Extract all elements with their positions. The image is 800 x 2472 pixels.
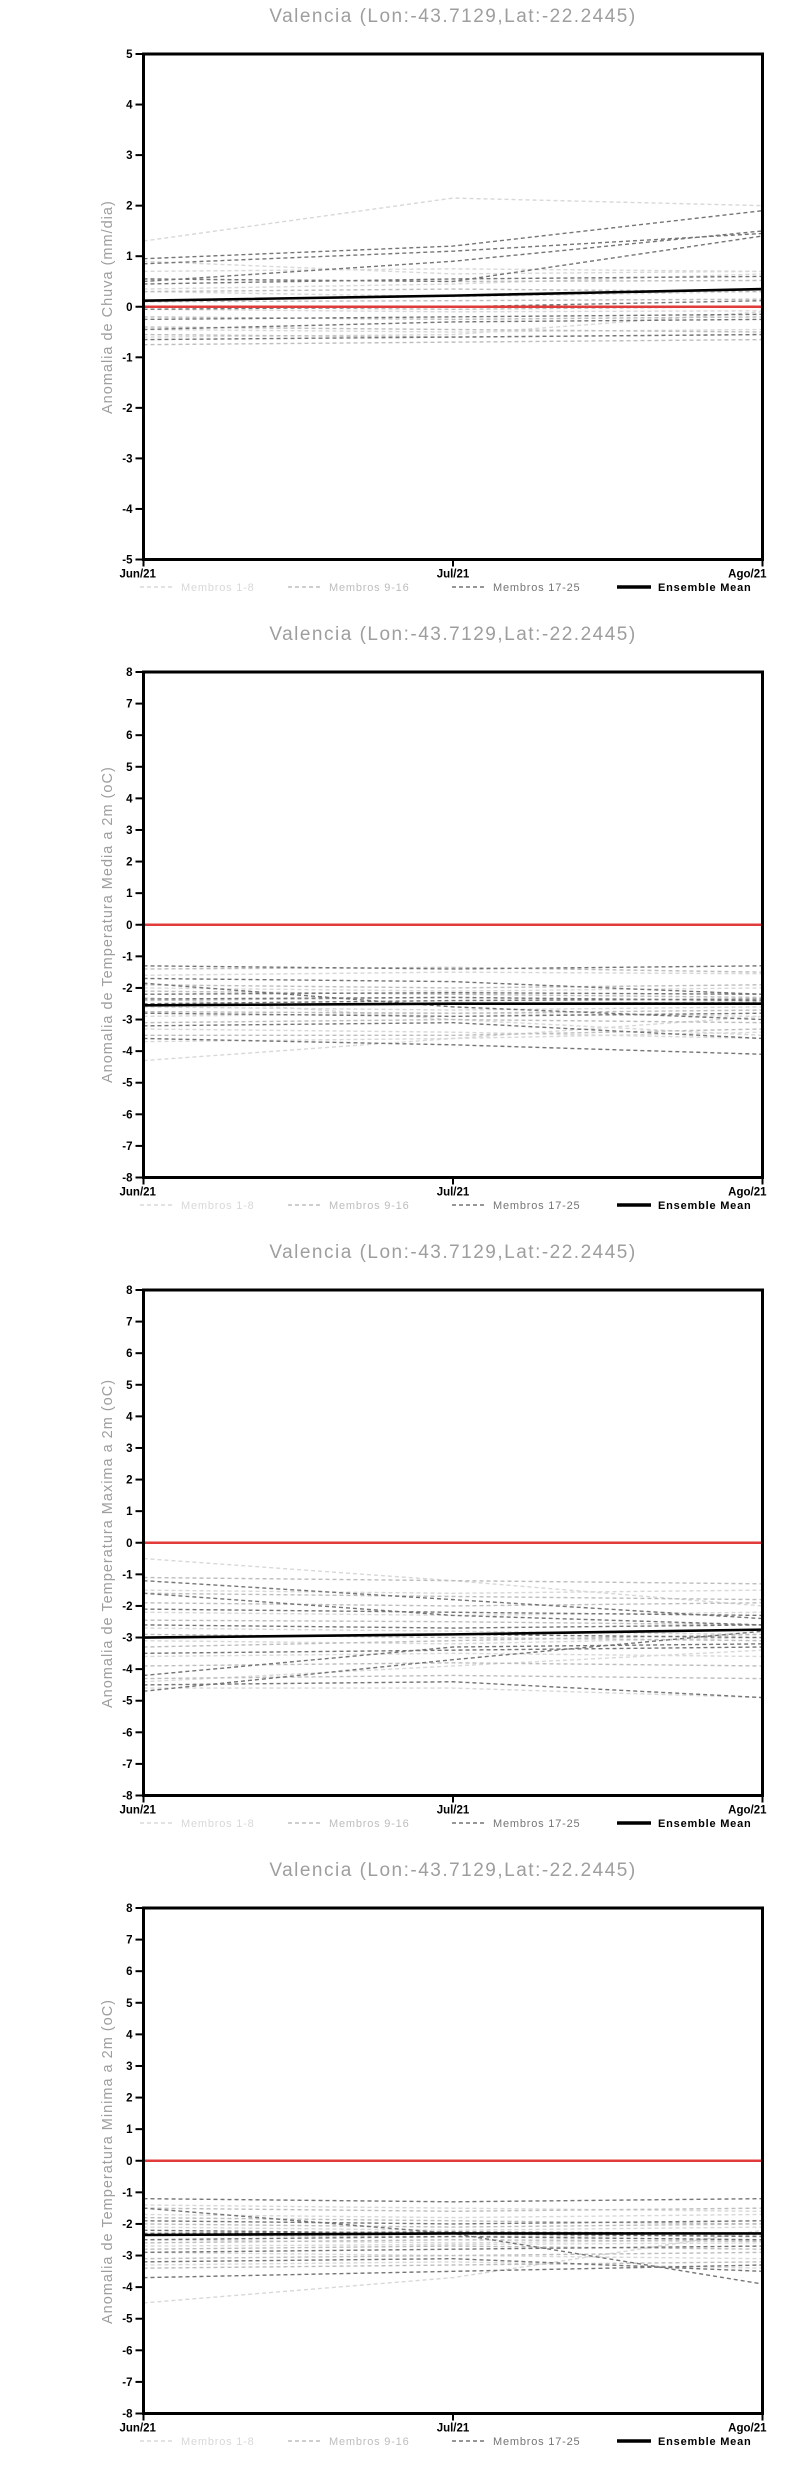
y-tick-label: -8 bbox=[122, 1790, 133, 1803]
x-tick-label: Jun/21 bbox=[119, 568, 156, 581]
y-tick-label: 5 bbox=[126, 49, 133, 61]
legend-label: Membros 9-16 bbox=[329, 582, 410, 594]
chart-block-precipitation bbox=[0, 0, 800, 618]
y-tick-label: -3 bbox=[122, 2250, 133, 2263]
member-line bbox=[144, 1038, 763, 1054]
legend-label: Ensemble Mean bbox=[658, 2436, 752, 2448]
y-tick-label: -4 bbox=[122, 503, 133, 516]
member-line bbox=[144, 2205, 763, 2211]
y-tick-label: 5 bbox=[126, 1997, 133, 2010]
member-line bbox=[144, 967, 763, 972]
y-tick-label: 3 bbox=[126, 2060, 133, 2073]
legend-label: Membros 9-16 bbox=[329, 1818, 410, 1830]
chart-title: Valencia (Lon:-43.7129,Lat:-22.2445) bbox=[269, 1242, 637, 1263]
y-tick-label: -8 bbox=[122, 1172, 133, 1185]
chart-title: Valencia (Lon:-43.7129,Lat:-22.2445) bbox=[269, 1860, 637, 1881]
legend-label: Membros 9-16 bbox=[329, 1200, 410, 1212]
member-line bbox=[144, 261, 763, 274]
y-tick-label: -4 bbox=[122, 2282, 133, 2295]
y-tick-label: -1 bbox=[122, 2187, 133, 2200]
y-tick-label: -5 bbox=[122, 2313, 133, 2326]
member-line bbox=[144, 985, 763, 988]
member-line bbox=[144, 1590, 763, 1593]
y-tick-label: 4 bbox=[126, 2029, 133, 2042]
y-tick-label: 3 bbox=[126, 1442, 133, 1455]
y-tick-label: -6 bbox=[122, 1727, 133, 1740]
y-axis-label: Anomalia de Chuva (mm/dia) bbox=[100, 200, 116, 414]
y-tick-label: 0 bbox=[126, 919, 133, 932]
member-line bbox=[144, 233, 763, 263]
y-tick-label: 2 bbox=[126, 856, 133, 869]
y-tick-label: -4 bbox=[122, 1664, 133, 1677]
y-tick-label: 8 bbox=[126, 1903, 133, 1915]
y-tick-label: 7 bbox=[126, 1316, 133, 1329]
legend-label: Membros 1-8 bbox=[181, 1818, 255, 1830]
y-tick-label: 6 bbox=[126, 730, 133, 743]
x-tick-label: Jul/21 bbox=[436, 1186, 470, 1199]
member-line bbox=[144, 2246, 763, 2252]
y-axis-label: Anomalia de Temperatura Maxima a 2m (oC) bbox=[100, 1378, 116, 1708]
y-tick-label: 1 bbox=[126, 2124, 133, 2137]
ensemble-mean-line bbox=[144, 2233, 763, 2235]
y-tick-label: -7 bbox=[122, 1758, 133, 1771]
legend-label: Membros 1-8 bbox=[181, 2436, 255, 2448]
y-tick-label: 6 bbox=[126, 1966, 133, 1979]
x-tick-label: Ago/21 bbox=[728, 568, 767, 581]
member-line bbox=[144, 1625, 763, 1628]
x-tick-label: Ago/21 bbox=[728, 1804, 767, 1817]
y-tick-label: 4 bbox=[126, 793, 133, 806]
y-tick-label: -2 bbox=[122, 2218, 133, 2231]
y-tick-label: -7 bbox=[122, 1140, 133, 1153]
x-tick-label: Jun/21 bbox=[119, 2422, 156, 2435]
y-axis-label: Anomalia de Temperatura Media a 2m (oC) bbox=[100, 766, 116, 1084]
y-tick-label: 7 bbox=[126, 1934, 133, 1947]
y-tick-label: 1 bbox=[126, 1506, 133, 1519]
member-line bbox=[144, 1578, 763, 1584]
legend-label: Membros 1-8 bbox=[181, 1200, 255, 1212]
y-tick-label: 2 bbox=[126, 200, 133, 213]
member-line bbox=[144, 198, 763, 241]
member-line bbox=[144, 1647, 763, 1653]
y-tick-label: 0 bbox=[126, 301, 133, 314]
x-tick-label: Jul/21 bbox=[436, 2422, 470, 2435]
member-line bbox=[144, 1593, 763, 1599]
y-tick-label: -5 bbox=[122, 1077, 133, 1090]
y-tick-label: 1 bbox=[126, 251, 133, 264]
member-line bbox=[144, 2218, 763, 2224]
y-tick-label: 4 bbox=[126, 1411, 133, 1424]
y-tick-label: -3 bbox=[122, 453, 133, 466]
y-tick-label: -6 bbox=[122, 1109, 133, 1122]
y-axis-label: Anomalia de Temperatura Minima a 2m (oC) bbox=[100, 1998, 116, 2324]
x-tick-label: Jun/21 bbox=[119, 1804, 156, 1817]
x-tick-label: Jul/21 bbox=[436, 1804, 470, 1817]
legend-label: Membros 17-25 bbox=[493, 1200, 581, 1212]
y-tick-label: -1 bbox=[122, 1569, 133, 1582]
x-tick-label: Jul/21 bbox=[436, 568, 470, 581]
y-tick-label: -1 bbox=[122, 352, 133, 365]
precipitation-anomaly-plot bbox=[0, 0, 800, 618]
x-tick-label: Jun/21 bbox=[119, 1186, 156, 1199]
member-line bbox=[144, 236, 763, 281]
legend-label: Membros 17-25 bbox=[493, 582, 581, 594]
y-tick-label: -2 bbox=[122, 1600, 133, 1613]
legend-label: Membros 17-25 bbox=[493, 1818, 581, 1830]
member-line bbox=[144, 1675, 763, 1678]
y-tick-label: 6 bbox=[126, 1348, 133, 1361]
y-tick-label: 8 bbox=[126, 667, 133, 679]
chart-title: Valencia (Lon:-43.7129,Lat:-22.2445) bbox=[269, 624, 637, 645]
y-tick-label: -7 bbox=[122, 2376, 133, 2389]
y-tick-label: 0 bbox=[126, 1537, 133, 1550]
x-tick-label: Ago/21 bbox=[728, 1186, 767, 1199]
member-line bbox=[144, 269, 763, 272]
y-tick-label: -1 bbox=[122, 951, 133, 964]
y-tick-label: 0 bbox=[126, 2155, 133, 2168]
x-tick-label: Ago/21 bbox=[728, 2422, 767, 2435]
temp-media-anomaly-plot bbox=[0, 618, 800, 1236]
member-line bbox=[144, 1653, 763, 1656]
legend-label: Ensemble Mean bbox=[658, 1200, 752, 1212]
y-tick-label: 2 bbox=[126, 2092, 133, 2105]
legend-label: Ensemble Mean bbox=[658, 1818, 752, 1830]
y-tick-label: -4 bbox=[122, 1046, 133, 1059]
y-tick-label: -2 bbox=[122, 982, 133, 995]
y-tick-label: 3 bbox=[126, 824, 133, 837]
legend-label: Ensemble Mean bbox=[658, 582, 752, 594]
y-tick-label: -2 bbox=[122, 402, 133, 415]
legend-label: Membros 17-25 bbox=[493, 2436, 581, 2448]
y-tick-label: -5 bbox=[122, 1695, 133, 1708]
y-tick-label: 8 bbox=[126, 1285, 133, 1297]
y-tick-label: -5 bbox=[122, 554, 133, 567]
y-tick-label: -3 bbox=[122, 1014, 133, 1027]
y-tick-label: 4 bbox=[126, 99, 133, 112]
member-line bbox=[144, 1603, 763, 1606]
y-tick-label: 3 bbox=[126, 150, 133, 163]
member-line bbox=[144, 340, 763, 345]
y-tick-label: 5 bbox=[126, 761, 133, 774]
chart-block-temp-media bbox=[0, 618, 800, 1236]
legend-label: Membros 1-8 bbox=[181, 582, 255, 594]
temp-minima-anomaly-plot bbox=[0, 1854, 800, 2472]
chart-block-temp-minima bbox=[0, 1854, 800, 2472]
member-line bbox=[144, 2199, 763, 2202]
chart-title: Valencia (Lon:-43.7129,Lat:-22.2445) bbox=[269, 6, 637, 27]
ensemble-mean-line bbox=[144, 1004, 763, 1006]
chart-block-temp-maxima bbox=[0, 1236, 800, 1854]
legend-label: Membros 9-16 bbox=[329, 2436, 410, 2448]
y-tick-label: -6 bbox=[122, 2345, 133, 2358]
y-tick-label: -3 bbox=[122, 1632, 133, 1645]
member-line bbox=[144, 972, 763, 975]
y-tick-label: 2 bbox=[126, 1474, 133, 1487]
y-tick-label: 7 bbox=[126, 698, 133, 711]
y-tick-label: -8 bbox=[122, 2408, 133, 2421]
temp-maxima-anomaly-plot bbox=[0, 1236, 800, 1854]
y-tick-label: 5 bbox=[126, 1379, 133, 1392]
y-tick-label: 1 bbox=[126, 888, 133, 901]
